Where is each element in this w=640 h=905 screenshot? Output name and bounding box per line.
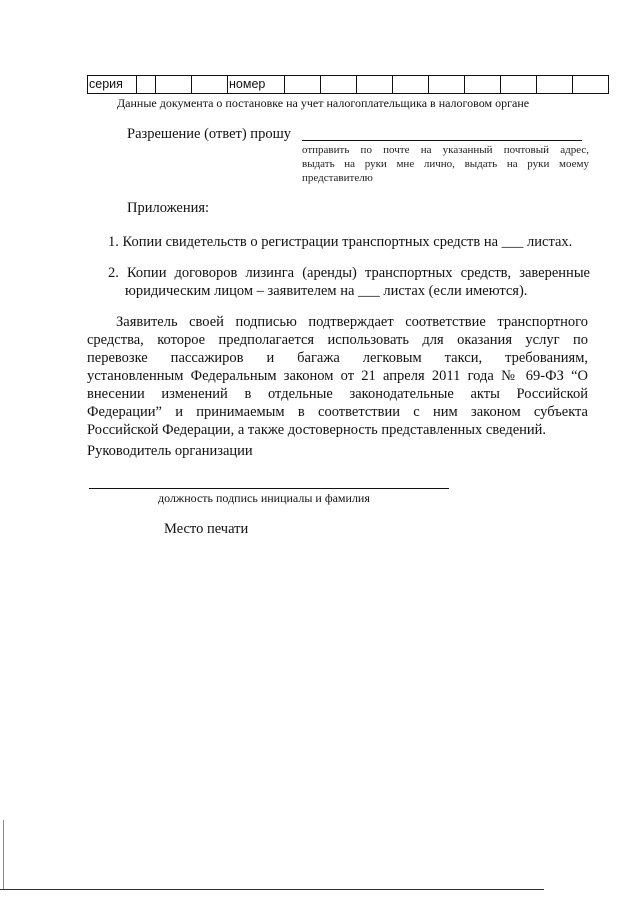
signature-caption: должность подпись инициалы и фамилия: [158, 491, 370, 505]
number-cell[interactable]: [573, 76, 609, 94]
permission-label: Разрешение (ответ) прошу: [127, 126, 291, 142]
tax-registration-grid: [87, 75, 609, 94]
permission-hint-line: представителю: [302, 172, 373, 184]
permission-hint-line: отправить по почте на указанный почтовый адрес,: [302, 144, 589, 156]
permission-hint-line: выдать на руки мне лично, выдать на руки моему: [302, 158, 589, 170]
number-cell[interactable]: [429, 76, 465, 94]
number-label: номер: [228, 76, 285, 94]
scan-edge-mark: [3, 820, 4, 890]
number-cell[interactable]: [465, 76, 501, 94]
number-cell[interactable]: [393, 76, 429, 94]
signature-line[interactable]: [89, 488, 449, 489]
series-cell[interactable]: [192, 76, 228, 94]
number-cell[interactable]: [285, 76, 321, 94]
head-of-organization-label: Руководитель организации: [87, 443, 253, 459]
statement-line: Заявитель своей подписью подтверждает соответствие транспортного: [116, 314, 588, 330]
attachments-heading: Приложения:: [127, 200, 210, 216]
statement-line: средства, которое предполагается использовать для оказания услуг по: [87, 332, 588, 348]
permission-answer-line[interactable]: [302, 140, 582, 141]
grid-caption: Данные документа о постановке на учет налогоплательщика в налоговом органе: [117, 96, 530, 110]
series-label: серия: [88, 76, 137, 94]
number-cell[interactable]: [501, 76, 537, 94]
seal-place-label: Место печати: [164, 521, 249, 537]
attachment-item-2: 2. Копии договоров лизинга (аренды) транспортных средств, заверенные: [108, 265, 590, 281]
statement-line: Федерации” и принимаемым в соответствии с ним законом субъекта: [87, 404, 588, 420]
number-cell[interactable]: [537, 76, 573, 94]
statement-line: установленным Федеральным законом от 21 апреля 2011 года № 69-ФЗ “О: [87, 368, 588, 384]
series-cell[interactable]: [137, 76, 156, 94]
number-cell[interactable]: [357, 76, 393, 94]
statement-line: Российской Федерации, а также достоверность представленных сведений.: [87, 422, 547, 438]
attachment-item-2-cont: юридическим лицом – заявителем на ___ листах (если имеются).: [125, 283, 528, 299]
statement-line: внесении изменений в отдельные законодательные акты Российской: [87, 386, 588, 402]
attachment-item-1: 1. Копии свидетельств о регистрации транспортных средств на ___ листах.: [108, 234, 573, 250]
series-cell[interactable]: [156, 76, 192, 94]
number-cell[interactable]: [321, 76, 357, 94]
scan-bottom-line: [0, 889, 544, 890]
statement-line: перевозке пассажиров и багажа легковым такси, требованиям,: [87, 350, 588, 366]
